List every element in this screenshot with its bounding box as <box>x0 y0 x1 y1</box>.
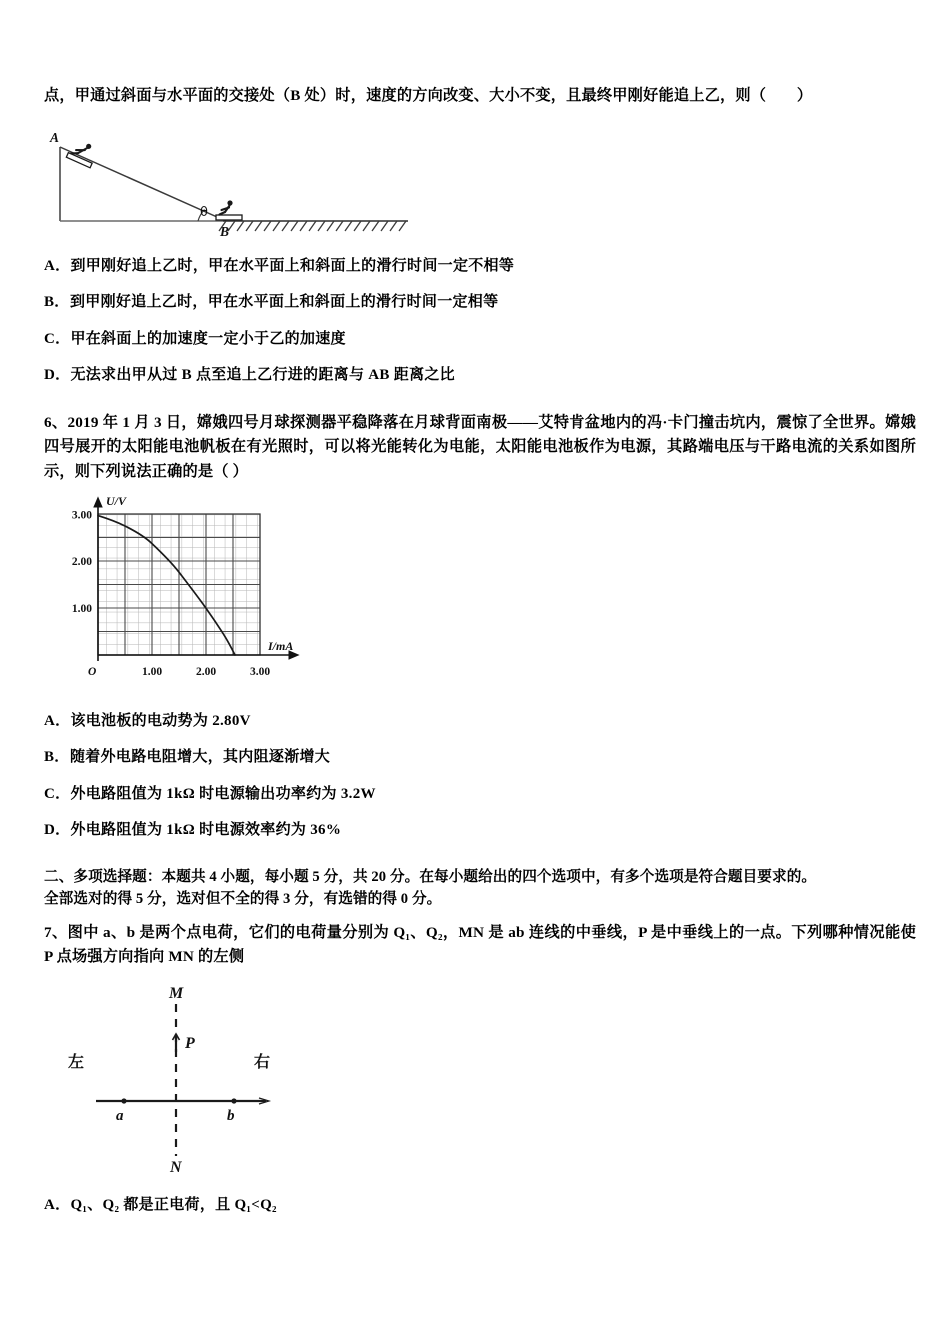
q5-option-c-text: 甲在斜面上的加速度一定小于乙的加速度 <box>70 330 346 347</box>
ui-graph-x-axis-label: I/mA <box>268 638 294 653</box>
q5-option-b-label: B． <box>44 294 70 311</box>
ui-graph-ytick-1: 1.00 <box>71 602 92 615</box>
q6-ui-graph-figure <box>52 493 372 698</box>
q6-option-b-text: 随着外电路电阻增大，其内阻逐渐增大 <box>70 749 331 765</box>
mn-label-n: N <box>170 1158 182 1176</box>
ui-graph-xtick-2: 2.00 <box>195 665 217 678</box>
page-content <box>44 84 916 1230</box>
q7-mn-figure <box>54 980 364 1180</box>
section2-line2: 全部选对的得 5 分，选对但不全的得 3 分，有选错的得 0 分。 <box>44 891 442 908</box>
mn-label-left: 左 <box>68 1051 85 1071</box>
q6-option-a-text: 该电池板的电动势为 2.80V <box>70 712 251 729</box>
q5-option-b[interactable] <box>44 291 916 314</box>
q6-option-a-label: A． <box>44 712 71 729</box>
q6-stem: 6、2019 年 1 月 3 日，嫦娥四号月球探测器平稳降落在月球背面南极——艾特肯盆地内的冯·卡门撞击坑内，震惊了全世界。嫦娥四号展开的太阳能电池帆板在有光照时，可以将光能转化为电能，太阳能电池板作为电源，其路端电压与干路电流的关系如图所示，则下列说法正确的是（ ） <box>44 413 916 480</box>
rider-b-body <box>220 200 233 214</box>
ui-graph-ytick-3: 3.00 <box>71 509 92 521</box>
incline-svg <box>48 121 448 241</box>
q6-option-c[interactable] <box>44 783 916 806</box>
incline-ground-hatching <box>219 221 406 231</box>
mn-charge-a-dot <box>121 1098 126 1103</box>
q5-option-d-text: 无法求出甲从过 B 点至追上乙行进的距离与 AB 距离之比 <box>70 367 455 384</box>
mn-charge-b-dot <box>231 1098 236 1103</box>
q5-stem-continued: 点，甲通过斜面与水平面的交接处（B 处）时，速度的方向改变、大小不变，且最终甲刚好能追上乙，则（ ） <box>44 87 813 104</box>
q5-option-b-text: 到甲刚好追上乙时，甲在水平面上和斜面上的滑行时间一定相等 <box>70 294 499 311</box>
q6-option-c-text: 外电路阻值为 1kΩ 时电源输出功率约为 3.2W <box>70 785 376 802</box>
ui-graph-ytick-2: 2.00 <box>71 555 92 568</box>
ui-graph-origin-label: O <box>88 665 97 678</box>
mn-label-b: b <box>227 1107 235 1124</box>
q5-option-a-text: 到甲刚好追上乙时，甲在水平面上和斜面上的滑行时间一定不相等 <box>70 257 515 274</box>
q5-option-d[interactable] <box>44 364 916 387</box>
ui-graph-svg <box>52 493 372 698</box>
q6-option-a[interactable] <box>44 710 916 733</box>
q6-option-d-label: D． <box>44 822 71 838</box>
mn-label-right: 右 <box>254 1051 271 1071</box>
q6-option-b[interactable] <box>44 746 916 769</box>
q7-option-a-label: A． <box>44 1196 71 1213</box>
q6-option-b-label: B． <box>44 749 70 765</box>
q5-incline-figure <box>48 121 448 241</box>
q6-option-d-text: 外电路阻值为 1kΩ 时电源效率约为 36% <box>70 822 342 838</box>
mn-svg <box>54 980 364 1180</box>
incline-rider-at-a <box>66 137 99 167</box>
q6-option-c-label: C． <box>44 785 71 802</box>
q5-option-a-label: A． <box>44 257 71 274</box>
q7-stem: 7、图中 a、b 是两个点电荷，它们的电荷量分别为 Q₁、Q₂，MN 是 ab 连线的中垂线，P 是中垂线上的一点。下列哪种情况能使 P 点场强方向指向 MN 的左侧 <box>44 923 916 966</box>
mn-label-m: M <box>169 984 184 1002</box>
q5-option-c-label: C． <box>44 330 71 347</box>
incline-label-a: A <box>50 129 60 145</box>
q5-option-d-label: D． <box>44 367 71 384</box>
sled-b-board <box>216 215 242 220</box>
incline-rider-at-b <box>216 200 242 220</box>
q5-option-c[interactable] <box>44 328 916 351</box>
q5-option-a[interactable] <box>44 255 916 278</box>
section2-line1: 二、多项选择题：本题共 4 小题，每小题 5 分，共 20 分。在每小题给出的四个选项中，有多个选项是符合题目要求的。 <box>44 868 817 885</box>
incline-label-b: B <box>220 223 230 239</box>
q7-option-a[interactable] <box>44 1194 916 1217</box>
ui-graph-xtick-3: 3.00 <box>249 665 271 678</box>
q6-option-d[interactable] <box>44 819 916 842</box>
ui-graph-y-axis-label: U/V <box>106 493 127 508</box>
mn-label-a: a <box>116 1107 124 1124</box>
mn-label-p: P <box>185 1034 195 1052</box>
incline-label-theta: θ <box>200 204 208 220</box>
ui-graph-xtick-1: 1.00 <box>141 665 163 678</box>
q7-option-a-text: Q₁、Q₂ 都是正电荷，且 Q₁<Q₂ <box>70 1196 277 1213</box>
